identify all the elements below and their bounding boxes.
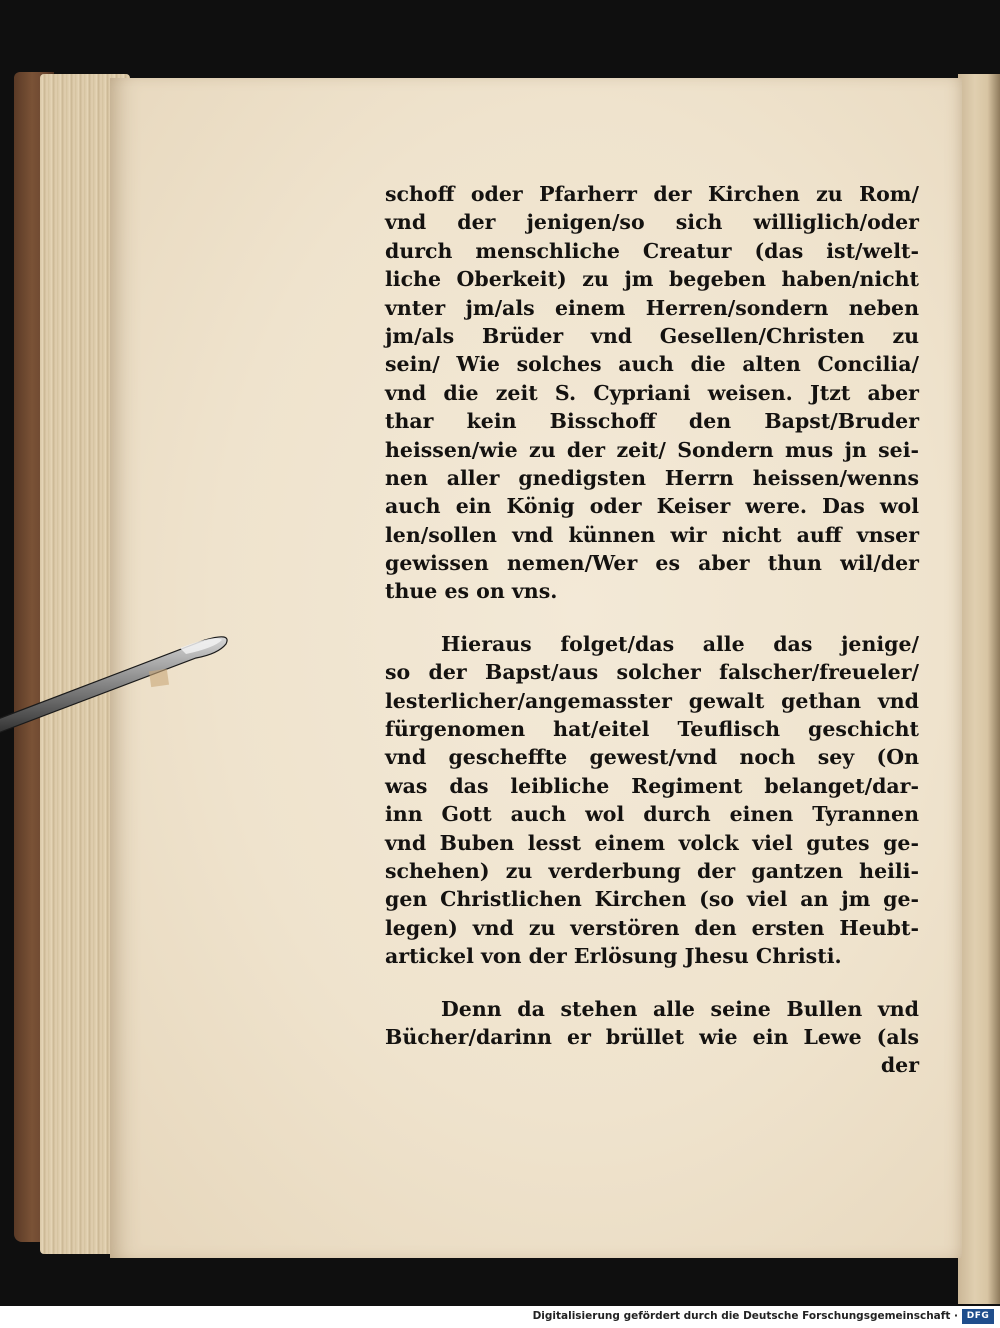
text-line: heissen/wie zu der zeit/ Sondern mus jn sei- [385, 437, 919, 462]
text-line: len/sollen vnd künnen wir nicht auff vnser [385, 522, 919, 547]
text-line: vnd der jenigen/so sich williglich/oder [385, 210, 919, 235]
text-line: vnd Buben lesst einem volck viel gutes ge- [385, 830, 919, 855]
catchword: der [880, 1053, 919, 1078]
paragraph-2 [385, 630, 919, 971]
text-line: legen) vnd zu verstören den ersten Heubt- [385, 915, 919, 940]
text-line: durch menschliche Creatur (das ist/welt- [385, 238, 919, 263]
text-line: Hieraus folget/das alle das jenige/ [441, 631, 919, 656]
text-line: Bücher/darinn er brüllet wie ein Lewe (als [385, 1024, 919, 1049]
text-line: thar kein Bisschoff den Bapst/Bruder [385, 409, 919, 434]
text-line: artickel von der Erlösung Jhesu Christi. [385, 944, 842, 969]
text-line: vnd gescheffte gewest/vnd noch sey (On [385, 745, 919, 770]
paragraph-spacer [385, 971, 919, 995]
dfg-logo: DFG [962, 1309, 994, 1324]
paragraph-spacer [385, 606, 919, 630]
text-line: sein/ Wie solches auch die alten Concilia/ [385, 352, 919, 377]
text-line: gen Christlichen Kirchen (so viel an jm ge- [385, 887, 919, 912]
text-line: gewissen nemen/Wer es aber thun wil/der [385, 551, 919, 576]
paragraph-3 [385, 995, 919, 1080]
text-line: schoff oder Pfarherr der Kirchen zu Rom/ [385, 182, 919, 206]
text-line: thue es on vns. [385, 579, 558, 604]
digitization-credit-bar [0, 1306, 1000, 1328]
text-line: schehen) zu verderbung der gantzen heili- [385, 858, 919, 883]
text-line: vnter jm/als einem Herren/sondern neben [385, 295, 919, 320]
text-line: lesterlicher/angemasster gewalt gethan vnd [385, 688, 919, 713]
text-line: fürgenomen hat/eitel Teuflisch geschicht [385, 717, 919, 742]
text-line: auch ein König oder Keiser were. Das wol [385, 494, 919, 519]
text-line: inn Gott auch wol durch einen Tyrannen [385, 802, 919, 827]
text-line: vnd die zeit S. Cypriani weisen. Jtzt aber [385, 380, 919, 405]
paragraph-1 [385, 180, 919, 606]
text-line: jm/als Brüder vnd Gesellen/Christen zu [385, 323, 919, 348]
text-line: nen aller gnedigsten Herrn heissen/wenns [385, 465, 919, 490]
text-line: so der Bapst/aus solcher falscher/freueler/ [385, 660, 919, 685]
text-line: Denn da stehen alle seine Bullen vnd [441, 996, 919, 1021]
text-line: was das leibliche Regiment belanget/dar- [385, 773, 919, 798]
facing-page-edge [958, 74, 1000, 1304]
page-text-block [385, 180, 919, 1080]
metal-needle-icon [0, 618, 240, 738]
text-line: liche Oberkeit) zu jm begeben haben/nicht [385, 267, 919, 292]
credit-text: Digitalisierung gefördert durch die Deutsche Forschungsgemeinschaft · [532, 1310, 958, 1322]
